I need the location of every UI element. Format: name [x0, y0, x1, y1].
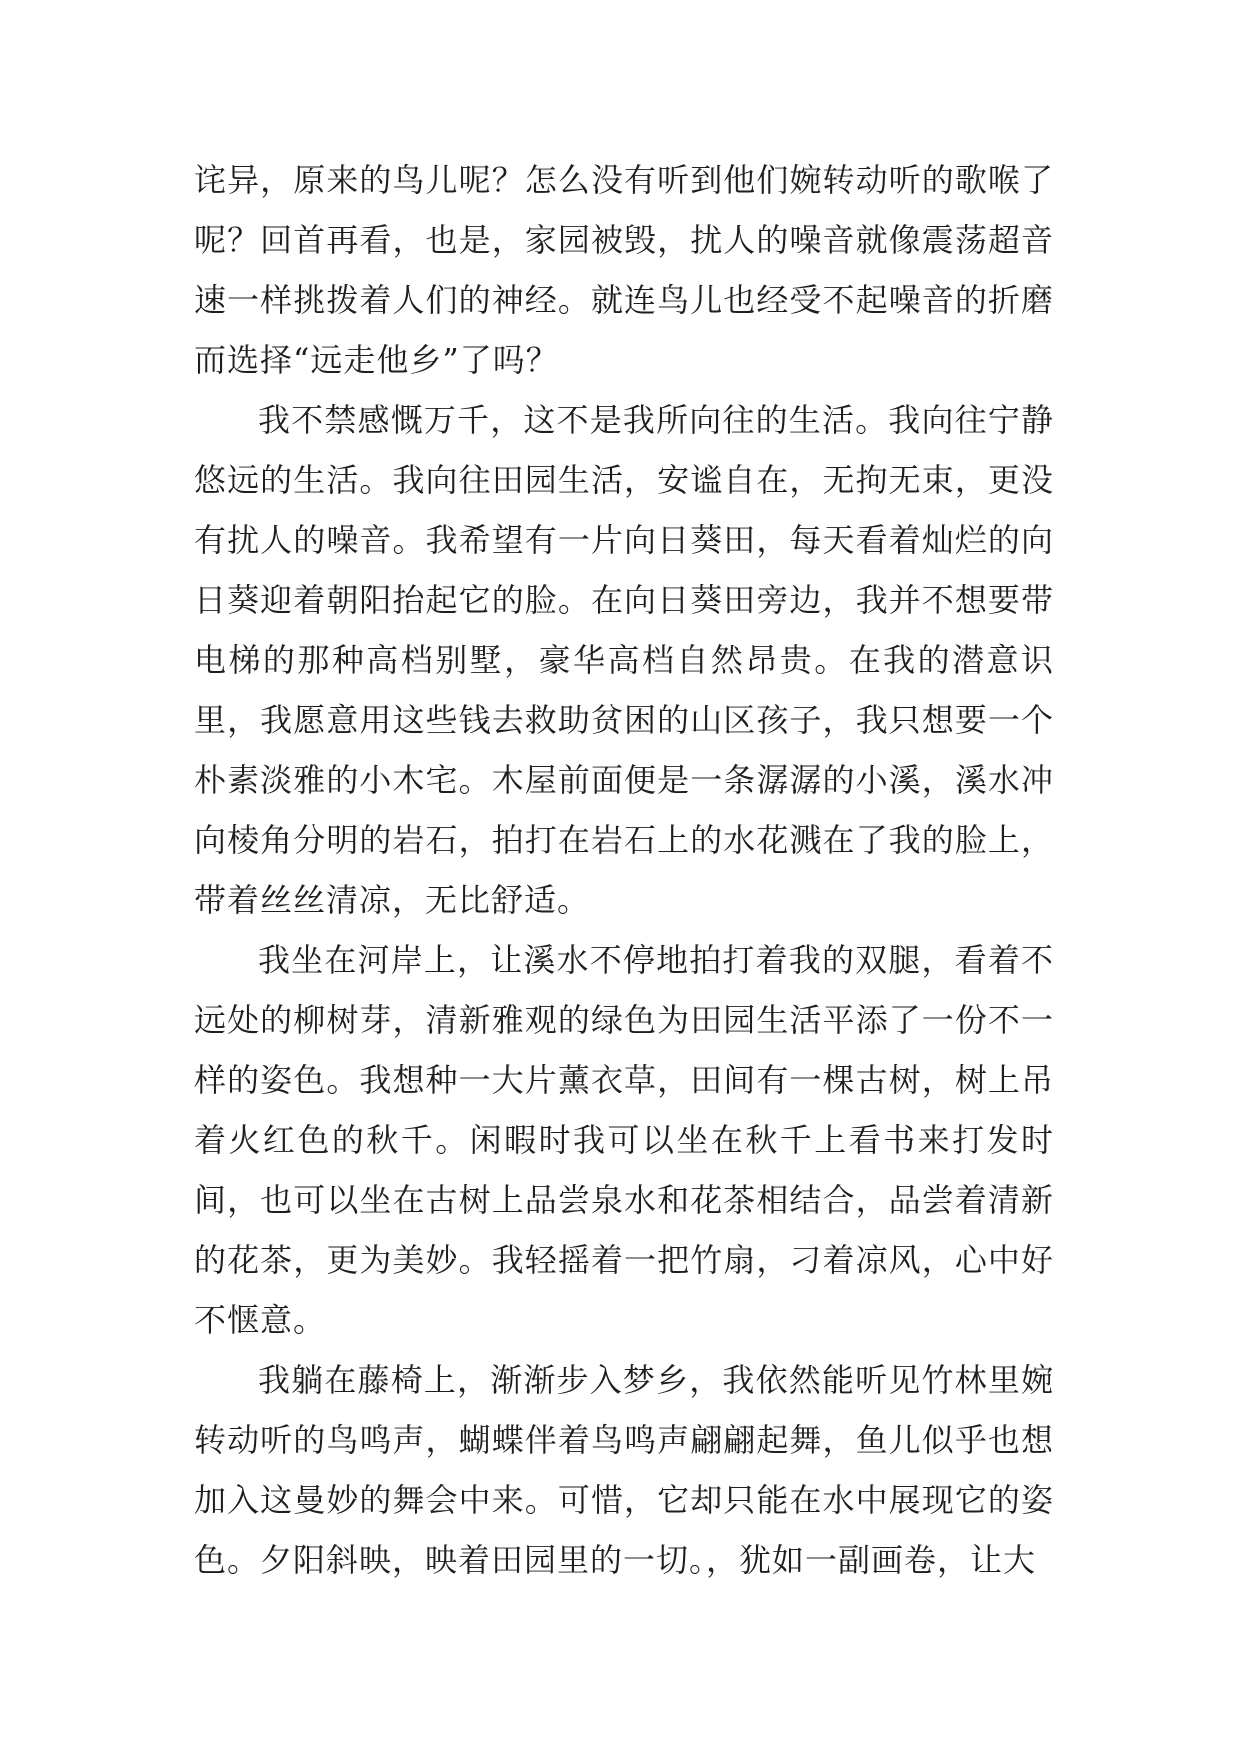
article-body	[194, 150, 1054, 1590]
paragraph-3: 我坐在河岸上，让溪水不停地拍打着我的双腿，看着不远处的柳树芽，清新雅观的绿色为田园生活平添了一份不一样的姿色。我想种一大片薰衣草，田间有一棵古树，树上吊着火红色的秋千。闲暇时我可以坐在秋千上看书来打发时间，也可以坐在古树上品尝泉水和花茶相结合，品尝着清新的花茶，更为美妙。我轻摇着一把竹扇，刁着凉风，心中好不惬意。	[194, 941, 1054, 1339]
paragraph-1: 诧异，原来的鸟儿呢？怎么没有听到他们婉转动听的歌喉了呢？回首再看，也是，家园被毁，扰人的噪音就像震荡超音速一样挑拨着人们的神经。就连鸟儿也经受不起噪音的折磨而选择“远走他乡”了吗？	[194, 161, 1054, 379]
paragraph-4: 我躺在藤椅上，渐渐步入梦乡，我依然能听见竹林里婉转动听的鸟鸣声，蝴蝶伴着鸟鸣声翩翩起舞，鱼儿似乎也想加入这曼妙的舞会中来。可惜，它却只能在水中展现它的姿色。夕阳斜映，映着田园里的一切。，犹如一副画卷，让大	[194, 1361, 1054, 1579]
paragraph-2: 我不禁感慨万千，这不是我所向往的生活。我向往宁静悠远的生活。我向往田园生活，安谧自在，无拘无束，更没有扰人的噪音。我希望有一片向日葵田，每天看着灿烂的向日葵迎着朝阳抬起它的脸。在向日葵田旁边，我并不想要带电梯的那种高档别墅，豪华高档自然昂贵。在我的潜意识里，我愿意用这些钱去救助贫困的山区孩子，我只想要一个朴素淡雅的小木宅。木屋前面便是一条潺潺的小溪，溪水冲向棱角分明的岩石，拍打在岩石上的水花溅在了我的脸上，带着丝丝清凉，无比舒适。	[194, 401, 1054, 919]
